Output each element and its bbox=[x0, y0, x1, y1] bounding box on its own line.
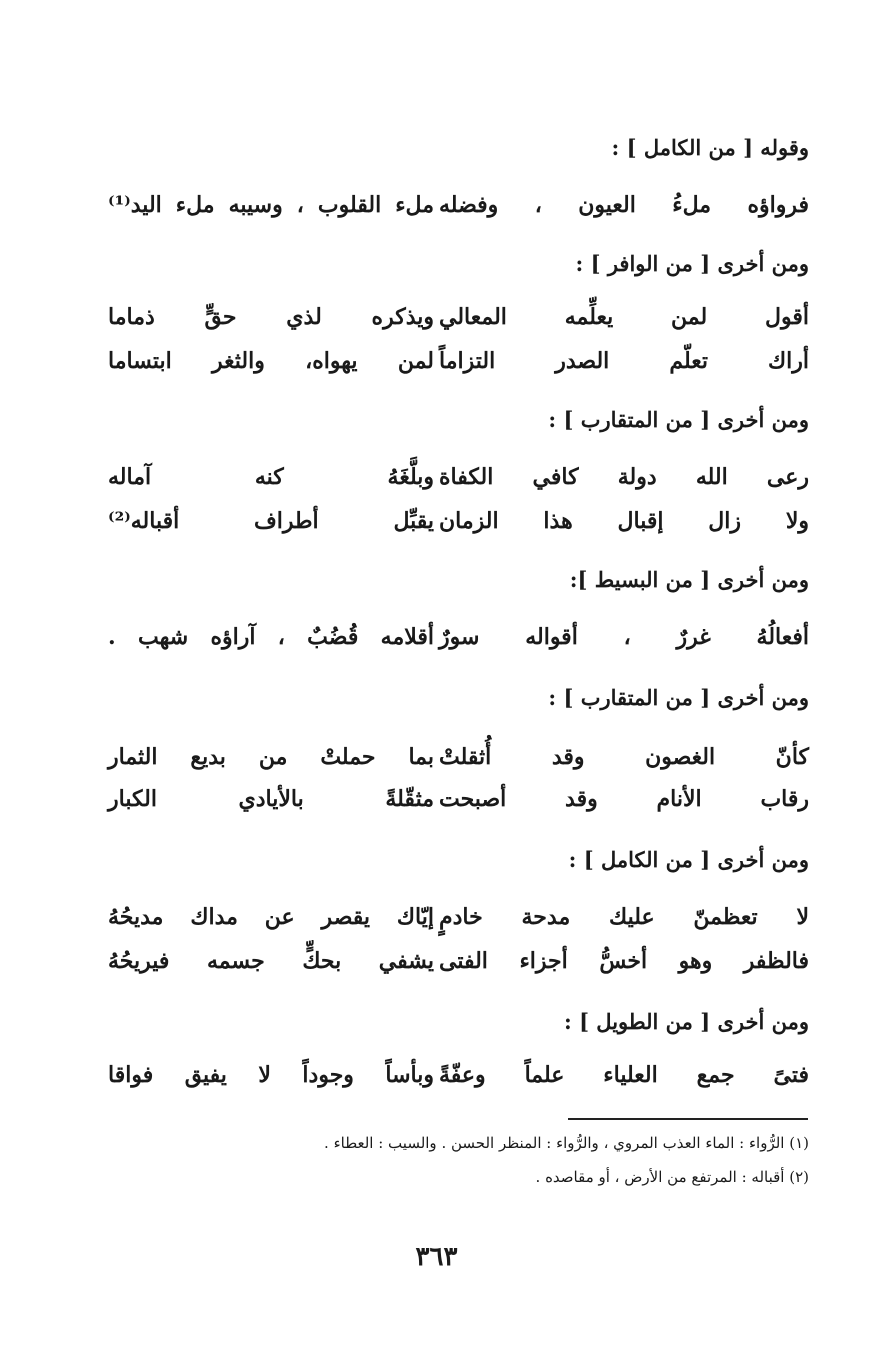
verse-second-hemistich: أقلامه قُضُبٌ ، آراؤه شهب . bbox=[108, 624, 434, 650]
page-number: ٣٦٣ bbox=[415, 1242, 458, 1272]
verse-first-hemistich: رعى الله دولة كافي الكفاة bbox=[439, 464, 809, 490]
verse-first-hemistich: ولا زال إقبال هذا الزمان bbox=[439, 508, 809, 534]
verse-second-hemistich: يقبِّل أطراف أقباله⁽²⁾ bbox=[108, 508, 434, 534]
verse-second-hemistich: وبلَّغَهُ كنه آماله bbox=[108, 464, 434, 490]
section-heading: ومن أخرى [ من المتقارب ] : bbox=[548, 685, 809, 710]
verse-first-hemistich: فالظفر وهو أخسُّ أجزاء الفتى bbox=[439, 948, 809, 974]
verse-first-hemistich: أفعالُهُ غررٌ ، أقواله سورٌ bbox=[439, 624, 809, 650]
section-heading: وقوله [ من الكامل ] : bbox=[611, 135, 809, 160]
verse-first-hemistich: فتىً جمع العلياء علماً وعفّةً bbox=[439, 1062, 809, 1088]
footnote: (١) الرُّواء : الماء العذب المروي ، والرُّواء : المنظر الحسن . والسيب : العطاء . bbox=[324, 1134, 809, 1152]
verse-first-hemistich: فرواؤه ملءُ العيون ، وفضله bbox=[439, 192, 809, 218]
footnote: (٢) أقباله : المرتفع من الأرض ، أو مقاصده . bbox=[535, 1168, 809, 1186]
verse-first-hemistich: رقاب الأنام وقد أصبحت bbox=[439, 786, 809, 812]
section-heading: ومن أخرى [ من الوافر ] : bbox=[575, 251, 809, 276]
verse-first-hemistich: لا تعظمنّ عليك مدحة خادمٍ bbox=[439, 904, 809, 930]
verse-second-hemistich: وبأساً وجوداً لا يفيق فواقا bbox=[108, 1062, 434, 1088]
verse-first-hemistich: كأنّ الغصون وقد أُثقلتْ bbox=[439, 744, 809, 770]
verse-first-hemistich: أقول لمن يعلِّمه المعالي bbox=[439, 304, 809, 330]
verse-second-hemistich: يشفي بحكٍّ جسمه فيريحُهُ bbox=[108, 948, 434, 974]
verse-second-hemistich: مثقّلةً بالأيادي الكبار bbox=[108, 786, 434, 812]
section-heading: ومن أخرى [ من الطويل ] : bbox=[564, 1009, 809, 1034]
verse-second-hemistich: ويذكره لذي حقٍّ ذماما bbox=[108, 304, 434, 330]
section-heading: ومن أخرى [ من المتقارب ] : bbox=[548, 407, 809, 432]
section-heading: ومن أخرى [ من الكامل ] : bbox=[568, 847, 809, 872]
section-heading: ومن أخرى [ من البسيط ]: bbox=[569, 567, 809, 592]
verse-second-hemistich: لمن يهواه، والثغر ابتساما bbox=[108, 348, 434, 374]
verse-second-hemistich: إيّاك يقصر عن مداك مديحُهُ bbox=[108, 904, 434, 930]
verse-second-hemistich: بما حملتْ من بديع الثمار bbox=[108, 744, 434, 770]
footnote-divider bbox=[568, 1118, 808, 1120]
verse-second-hemistich: ملء القلوب ، وسيبه ملء اليد⁽¹⁾ bbox=[108, 192, 434, 218]
verse-first-hemistich: أراك تعلّم الصدر التزاماً bbox=[439, 348, 809, 374]
